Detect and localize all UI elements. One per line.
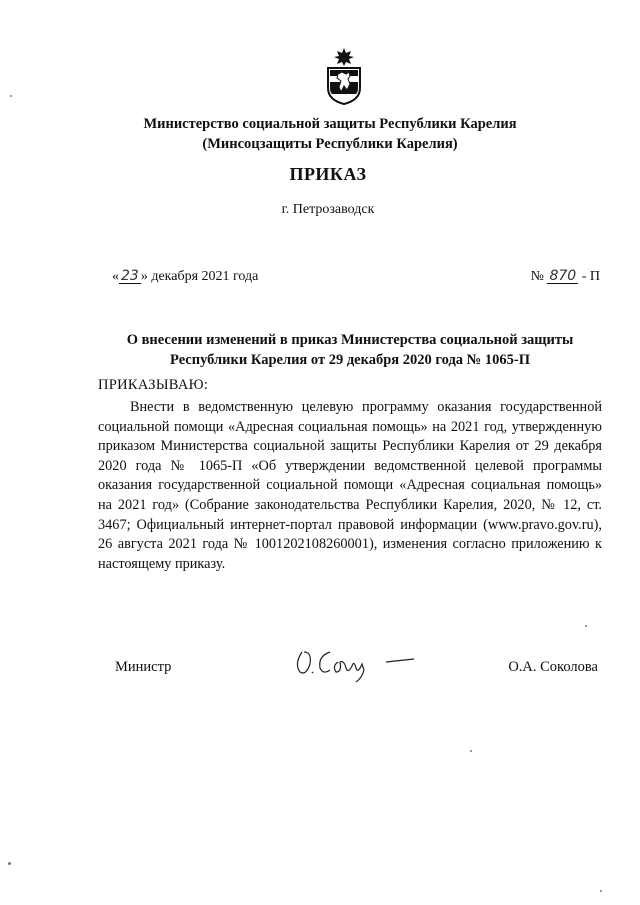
document-number xyxy=(531,269,600,285)
scan-speck xyxy=(585,625,587,627)
order-heading: ПРИКАЗЫВАЮ: xyxy=(98,377,209,393)
number-handwritten: 870 xyxy=(549,268,577,284)
handwritten-signature-icon xyxy=(290,642,420,684)
scan-speck xyxy=(8,862,11,865)
date-day-handwritten: 23 xyxy=(121,268,139,284)
organization-name: Министерство социальной защиты Республики Карелия xyxy=(143,116,517,132)
document-type: ПРИКАЗ xyxy=(289,164,367,184)
document-subject xyxy=(60,330,640,370)
city: г. Петрозаводск xyxy=(281,202,375,217)
signatory-name: О.А. Соколова xyxy=(508,659,598,675)
number-suffix: - П xyxy=(581,269,600,284)
order-paragraph: Внести в ведомственную целевую программу оказания государственной социальной помощи «Адресная социальная помощь» на 2021 год, утвержденную приказом Министерства социальной защиты Республики Карелия от 29 декабря 2020 года № 1065-П «Об утверждении ведомственной целевой программы оказания государственной социальной помощи «Адресная социальная помощь» на 2021 год» (Собрание законодательства Республики Карелия, 2020, № 12, ст. 3467; Официальный интернет-портал правовой информации (www.pravo.gov.ru), 26 августа 2021 года № 1001202108260001), изменения согласно приложению к настоящему приказу. xyxy=(98,399,602,572)
number-sign: № xyxy=(530,269,544,284)
scan-speck xyxy=(470,750,472,752)
signatory-title: Министр xyxy=(115,659,172,675)
date-rest: » декабря 2021 года xyxy=(140,269,259,284)
scan-speck xyxy=(10,95,12,97)
date-open-quote: « xyxy=(112,269,119,284)
organization-short-name: (Минсоцзащиты Республики Карелия) xyxy=(202,136,458,152)
scan-speck xyxy=(600,890,602,892)
document-date xyxy=(112,269,258,285)
subject-line-1: О внесении изменений в приказ Министерства социальной защиты xyxy=(126,332,574,348)
karelia-coat-of-arms-icon xyxy=(322,46,366,106)
subject-line-2: Республики Карелия от 29 декабря 2020 года № 1065-П xyxy=(170,352,530,368)
